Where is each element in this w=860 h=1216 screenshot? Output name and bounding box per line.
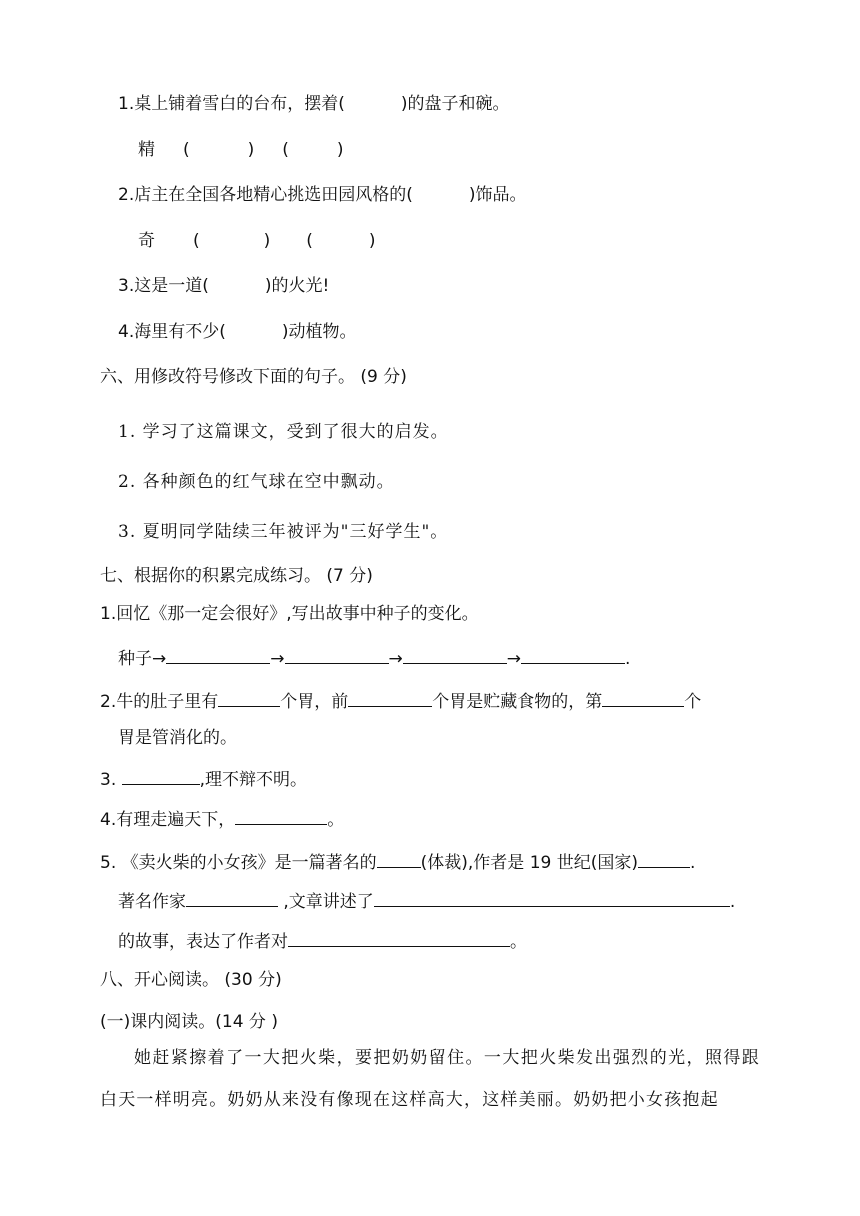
item-4: 4.海里有不少( )动植物。 <box>118 322 357 342</box>
reading-passage: 她赶紧擦着了一大把火柴，要把奶奶留住。一大把火柴发出强烈的光，照得跟白天一样明亮。奶奶从来没有像现在这样高大，这样美丽。奶奶把小女孩抱起 <box>100 1048 760 1110</box>
section-6-item-2: 2. 各种颜色的红气球在空中飘动。 <box>118 472 395 492</box>
item-1-char-row: 精 ( ) ( ) <box>138 140 344 160</box>
section-7-title: 七、根据你的积累完成练习。 (7 分) <box>100 566 373 586</box>
question-5-line-3: 的故事，表达了作者对 。 <box>118 928 527 954</box>
question-2: 2.牛的肚子里有 个胃，前 个胃是贮藏食物的，第 个 <box>100 688 701 714</box>
question-1: 1.回忆《那一定会很好》,写出故事中种子的变化。 <box>100 604 479 624</box>
section-8-subtitle: (一)课内阅读。(14 分 ) <box>100 1012 278 1032</box>
question-4: 4.有理走遍天下， 。 <box>100 806 344 832</box>
question-1-seed-chain: 种子→ → → → . <box>118 645 630 671</box>
item-3: 3.这是一道( )的火光! <box>118 276 330 296</box>
section-8-title: 八、开心阅读。 (30 分) <box>100 970 282 990</box>
item-2: 2.店主在全国各地精心挑选田园风格的( )饰品。 <box>118 185 527 205</box>
item-2-char-row: 奇 ( ) ( ) <box>138 231 376 251</box>
item-1: 1.桌上铺着雪白的台布，摆着( )的盘子和碗。 <box>118 94 510 114</box>
section-6-item-1: 1. 学习了这篇课文，受到了很大的启发。 <box>118 422 449 442</box>
section-6-item-3: 3. 夏明同学陆续三年被评为"三好学生"。 <box>118 522 449 542</box>
section-6-title: 六、用修改符号修改下面的句子。 (9 分) <box>100 367 407 387</box>
question-5-line-2: 著名作家 ,文章讲述了 . <box>118 888 735 914</box>
question-2-cont: 胃是管消化的。 <box>118 728 237 748</box>
question-5: 5. 《卖火柴的小女孩》是一篇著名的 (体裁),作者是 19 世纪(国家) . <box>100 849 695 875</box>
question-3: 3. ,理不辩不明。 <box>100 766 307 792</box>
